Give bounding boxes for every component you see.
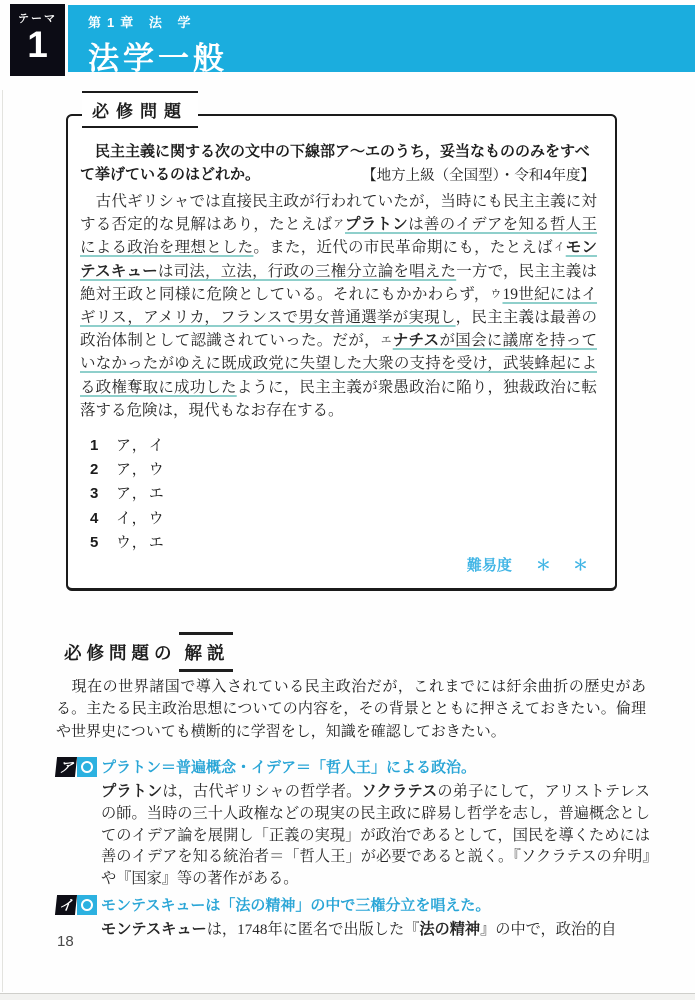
explanation-items — [56, 757, 650, 946]
item-i-heading: モンテスキューは「法の精神」の中で三権分立を唱えた。 — [101, 896, 491, 914]
required-question-box — [66, 102, 617, 591]
correct-circle-icon — [77, 757, 97, 777]
choice-number: 5 — [90, 533, 99, 551]
correct-circle-icon — [77, 895, 97, 915]
chapter-label: 第1章 法 学 — [88, 15, 197, 30]
choice-text: ア，エ — [116, 486, 166, 503]
choice-text: イ，ウ — [116, 510, 166, 527]
item-a-heading: プラトン＝普遍概念・イデア＝「哲人王」による政治。 — [101, 759, 477, 776]
item-letter-badge: ア — [55, 757, 77, 777]
page-edge-bottom — [0, 993, 695, 1000]
choices-list — [90, 434, 597, 555]
choice-text: ア，ウ — [116, 462, 166, 479]
item-i-body: モンテスキューは，1748年に匿名で出版した『法の精神』の中で，政治的自 — [101, 920, 617, 938]
explanation-item-i — [56, 895, 650, 941]
item-letter-badge: イ — [55, 895, 77, 915]
choice-text: ウ，エ — [116, 534, 166, 551]
item-a-marker — [56, 757, 97, 777]
item-a-body: プラトンは，古代ギリシャの哲学者。ソクラテスの弟子にして，アリストテレスの師。当時の三十人政権などの現実の民主政に辟易し哲学を志し，普遍概念としてのイデア論を展開し「正義の実現」が政治であるとして，国民を導くためには善のイデアを知る統治者＝「哲人王」が必要であると説く。『ソクラテスの弁明』や『国家』等の著作がある。 — [101, 783, 650, 888]
choice-5 — [90, 531, 597, 555]
difficulty-row — [467, 554, 597, 575]
difficulty-stars: ＊ ＊ — [535, 557, 597, 574]
title-banner — [68, 5, 695, 76]
choice-4 — [90, 507, 597, 531]
choice-number: 2 — [90, 461, 99, 479]
page-title: 法学一般 — [88, 41, 228, 76]
page-edge-left — [2, 90, 3, 992]
choice-number: 1 — [90, 437, 99, 454]
explanation-heading — [64, 632, 233, 672]
explanation-intro: 現在の世界諸国で導入されている民主政治だが，これまでには紆余曲折の歴史がある。主たる民主政治思想についての内容を，その背景とともに押さえておきたい。倫理や世界史についても横断的に学習をし，知識を確認しておきたい。 — [56, 678, 646, 740]
question-statement: 民主主義に関する次の文中の下線部ア〜エのうち，妥当なもののみをすべて挙げているのはどれか。 — [80, 143, 590, 183]
choice-number: 4 — [90, 509, 99, 527]
explanation-heading-prefix: 必修問題の — [64, 643, 177, 663]
choice-2 — [90, 458, 597, 482]
choice-text: ア，イ — [116, 438, 166, 454]
choice-1 — [90, 434, 597, 458]
choice-number: 3 — [90, 485, 99, 503]
item-i-marker — [56, 895, 97, 915]
theme-tab — [10, 4, 65, 76]
theme-label: テーマ — [18, 13, 57, 25]
question-box-label: 必修問題 — [82, 91, 198, 128]
question-source: 【地方上級（全国型）・令和4年度】 — [362, 168, 595, 184]
question-passage: 古代ギリシャでは直接民主政が行われていたが，当時にも民主主義に対する否定的な見解はあり，たとえばアプラトンは善のイデアを知る哲人王による政治を理想とした。また，近代の市民革命期にも，たとえばイモンテスキューは司法，立法，行政の三権分立論を唱えた一方で，民主主義は絶対王政と同様に危険としている。それにもかかわらず，ウ19世紀にはイギリス，アメリカ，フランスで男女普通選挙が実現し，民主主義は最善の政治体制として認識されていった。だが，エナチスが国会に議席を持っていなかったがゆえに既成政党に失望した大衆の支持を受け，武装蜂起による政権奪取に成功したように，民主主義が衆愚政治に陥り，独裁政治に転落する危険は，現代もなお存在する。 — [80, 193, 598, 419]
explanation-item-a — [56, 757, 650, 890]
page-number: 18 — [57, 933, 74, 950]
difficulty-label: 難易度 — [466, 557, 512, 574]
explanation-heading-emph: 解説 — [179, 632, 233, 672]
choice-3 — [90, 482, 597, 506]
theme-number: 1 — [27, 24, 48, 65]
